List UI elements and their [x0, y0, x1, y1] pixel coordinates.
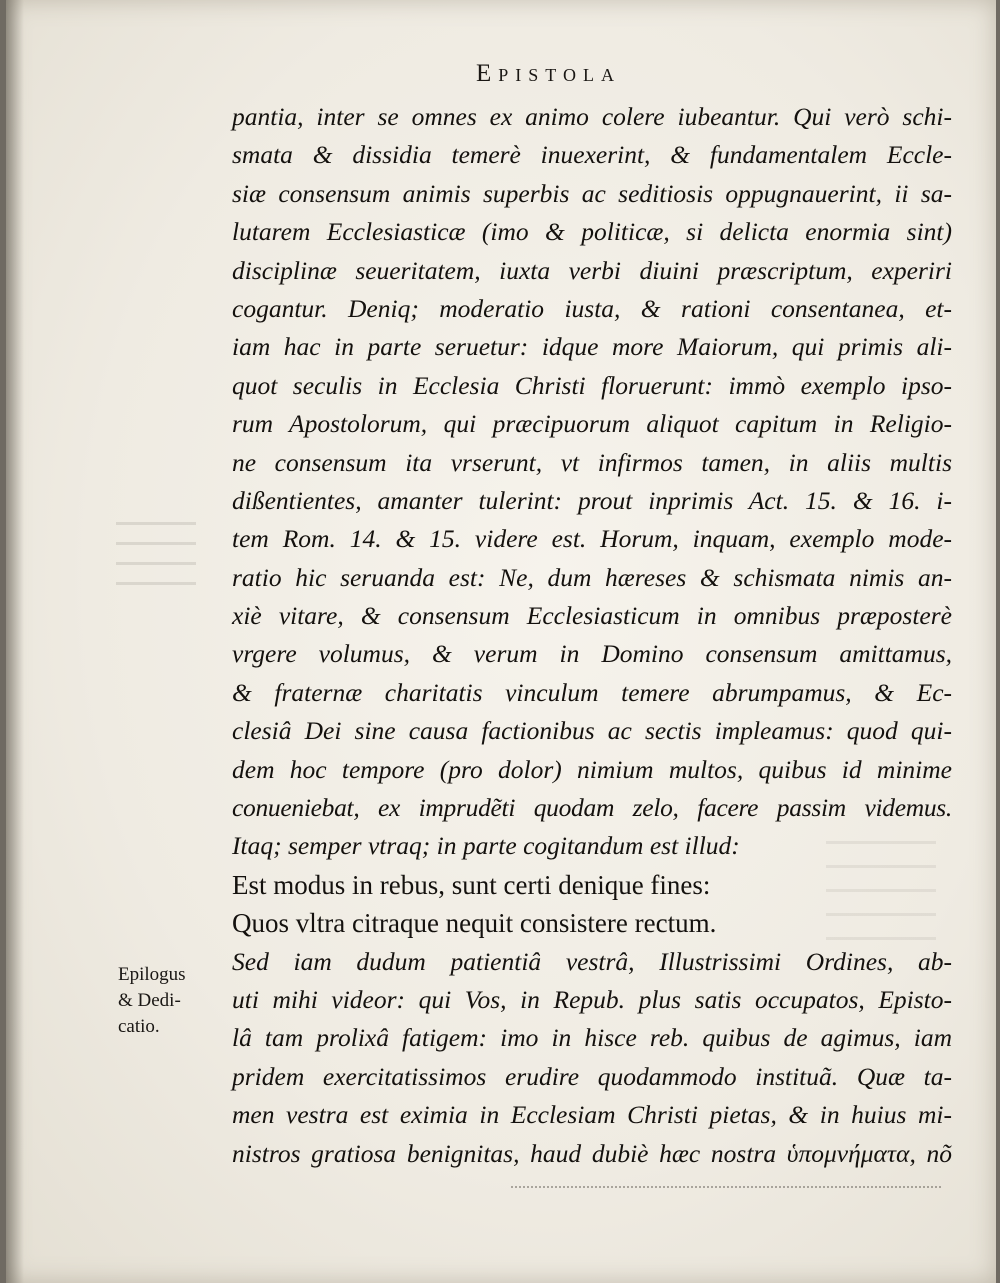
- verse-line: Quos vltra citraque nequit consistere rectum.: [232, 908, 717, 939]
- text-line: tem Rom. 14. & 15. videre est. Horum, inquam, exemplo mode-: [232, 524, 952, 554]
- text-line: iam hac in parte seruetur: idque more Maiorum, qui primis ali-: [232, 332, 952, 362]
- text-line: ratio hic seruanda est: Ne, dum hæreses & schismata nimis an-: [232, 562, 952, 592]
- text-line: pantia, inter se omnes ex animo colere iubeantur. Qui verò schi-: [232, 102, 952, 131]
- text-line: dißentientes, amanter tulerint: prout inprimis Act. 15. & 16. i-: [232, 485, 952, 515]
- text-line: lutarem Ecclesiasticæ (imo & politicæ, si delicta enormia sint): [232, 217, 952, 247]
- text-line: nistros gratiosa benignitas, haud dubiè hæc nostra ὑπομνήματα, nõ: [232, 1138, 952, 1168]
- text-line: & fraternæ charitatis vinculum temere abrumpamus, & Ec-: [232, 677, 952, 707]
- bottom-rule: [511, 1186, 941, 1190]
- body-text: [232, 98, 952, 1173]
- marginal-note: [118, 962, 218, 1040]
- text-line: clesiâ Dei sine causa factionibus ac sectis impleamus: quod qui-: [232, 716, 952, 746]
- show-through-bleed: [116, 505, 196, 585]
- text-line: Sed iam dudum patientiâ vestrâ, Illustrissimi Ordines, ab-: [232, 946, 952, 976]
- text-line: uti mihi videor: qui Vos, in Repub. plus satis occupatos, Episto-: [232, 984, 952, 1014]
- text-line: cogantur. Deniq; moderatio iusta, & rationi consentanea, et-: [232, 293, 952, 323]
- text-line: ne consensum ita vrserunt, vt infirmos tamen, in aliis multis: [232, 447, 952, 477]
- gutter-shadow: [6, 0, 24, 1283]
- text-line: rum Apostolorum, qui præcipuorum aliquot capitum in Religio-: [232, 409, 952, 439]
- text-line: xiè vitare, & consensum Ecclesiasticum in omnibus præposterè: [232, 601, 952, 631]
- book-page: [6, 0, 996, 1283]
- text-line: siæ consensum animis superbis ac seditiosis oppugnauerint, ii sa-: [232, 178, 952, 208]
- running-head: Epistola: [476, 60, 621, 87]
- text-line: lâ tam prolixâ fatigem: imo in hisce reb. quibus de agimus, iam: [232, 1023, 952, 1053]
- text-line: vrgere volumus, & verum in Domino consensum amittamus,: [232, 639, 952, 669]
- text-line: men vestra est eximia in Ecclesiam Christi pietas, & in huius mi-: [232, 1100, 952, 1130]
- text-line: dem hoc tempore (pro dolor) nimium multos, quibus id minime: [232, 754, 952, 784]
- text-line: smata & dissidia temerè inuexerint, & fundamentalem Eccle-: [232, 140, 952, 170]
- text-line: Itaq; semper vtraq; in parte cogitandum est illud:: [232, 831, 740, 861]
- marginal-note-line: & Dedi-: [118, 990, 181, 1011]
- text-line: quot seculis in Ecclesia Christi floruerunt: immò exemplo ipso-: [232, 370, 952, 400]
- text-line: disciplinæ seueritatem, iuxta verbi diuini præscriptum, experiri: [232, 255, 952, 285]
- text-line: conueniebat, ex imprudẽti quodam zelo, facere passim videmus.: [232, 793, 952, 823]
- verse-line: Est modus in rebus, sunt certi denique fines:: [232, 869, 711, 900]
- marginal-note-line: Epilogus: [118, 964, 186, 985]
- text-line: pridem exercitatissimos erudire quodammodo instituã. Quæ ta-: [232, 1061, 952, 1091]
- marginal-note-line: catio.: [118, 1016, 160, 1037]
